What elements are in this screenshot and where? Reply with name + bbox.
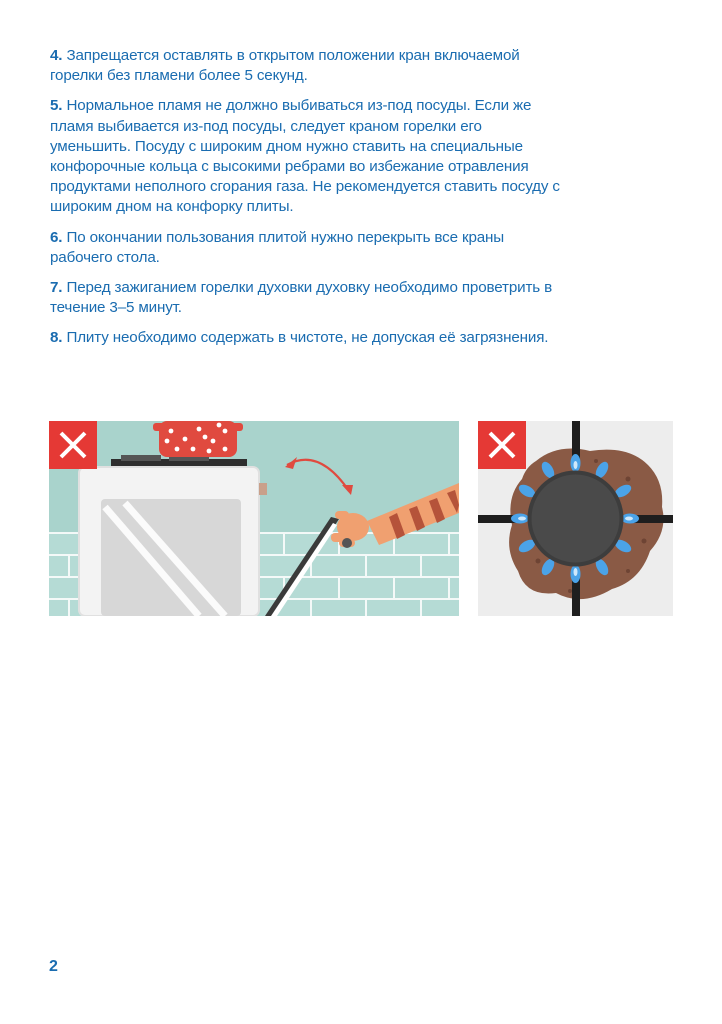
rule-5 (50, 96, 560, 217)
red-cross-icon (49, 421, 97, 469)
safety-rules-list (50, 46, 560, 359)
rule-text: Запрещается оставлять в открытом положении кран включаемой горелки без пламени более 5 секунд. (50, 47, 520, 85)
pot-icon (153, 421, 243, 457)
rule-text: Нормальное пламя не должно выбиваться из-под посуды. Если же пламя выбивается из-под посуды, следует краном горелки его уменьшить. Посуду с широким дном нужно ставить на специальные конфорочные кольца с высокими ребрами во избежание отравления продуктами неполного сгорания газа. Не рекомендуется ставить посуду с широким дном на конфорку плиты. (50, 97, 560, 216)
rule-8 (50, 328, 560, 348)
rule-4 (50, 46, 560, 86)
oven-door-scene (49, 421, 459, 616)
rule-text: Плиту необходимо содержать в чистоте, не допуская её загрязнения. (66, 329, 549, 347)
rule-6 (50, 228, 560, 268)
page-number: 2 (49, 958, 58, 975)
rule-number: 6. (50, 228, 63, 246)
rule-text: Перед зажиганием горелки духовки духовку необходимо проветрить в течение 3–5 минут. (50, 279, 553, 317)
rule-number: 5. (50, 97, 63, 115)
rule-number: 7. (50, 279, 63, 297)
rule-number: 8. (50, 329, 63, 347)
red-cross-icon (478, 421, 526, 469)
rule-text: По окончании пользования плитой нужно перекрыть все краны рабочего стола. (50, 228, 505, 266)
rule-7 (50, 278, 560, 318)
rule-number: 4. (50, 47, 63, 64)
dirty-burner-illustration (478, 421, 673, 616)
oven-door-illustration (49, 421, 459, 616)
